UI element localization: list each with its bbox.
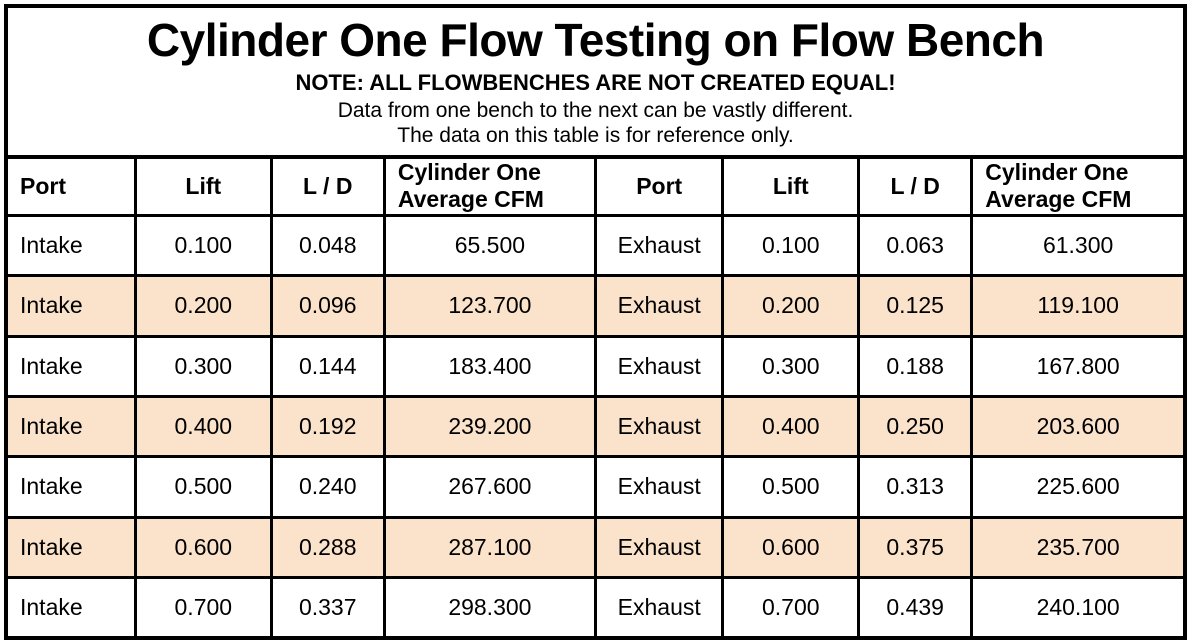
cell-intake-cfm: 183.400	[384, 336, 595, 396]
cell-exhaust-cfm: 235.700	[972, 517, 1183, 577]
column-header-exhaust-cfm	[972, 159, 1183, 216]
cell-exhaust-lift: 0.600	[723, 517, 859, 577]
cell-intake-lift: 0.400	[135, 396, 271, 456]
cell-intake-ld: 0.240	[271, 457, 384, 517]
cell-intake-lift: 0.700	[135, 577, 271, 636]
cell-intake-cfm: 239.200	[384, 396, 595, 456]
table-header-row	[8, 159, 1183, 216]
cell-intake-ld: 0.337	[271, 577, 384, 636]
cell-exhaust-cfm: 225.600	[972, 457, 1183, 517]
column-header-intake-cfm-line2: Average CFM	[397, 186, 544, 213]
cell-intake-port: Intake	[8, 276, 135, 336]
cell-exhaust-ld: 0.250	[859, 396, 972, 456]
cell-intake-port: Intake	[8, 396, 135, 456]
cell-intake-lift: 0.200	[135, 276, 271, 336]
cell-intake-cfm: 123.700	[384, 276, 595, 336]
cell-intake-lift: 0.500	[135, 457, 271, 517]
table-row	[8, 517, 1183, 577]
page-title: Cylinder One Flow Testing on Flow Bench	[146, 14, 1045, 66]
cell-exhaust-port: Exhaust	[595, 457, 722, 517]
cell-intake-cfm: 65.500	[384, 216, 595, 276]
cell-intake-port: Intake	[8, 457, 135, 517]
cell-exhaust-port: Exhaust	[595, 336, 722, 396]
column-header-exhaust-cfm-line1: Cylinder One	[985, 158, 1129, 185]
column-header-intake-port: Port	[8, 159, 135, 216]
cell-intake-cfm: 267.600	[384, 457, 595, 517]
table-header-block	[8, 8, 1183, 159]
cell-exhaust-lift: 0.500	[723, 457, 859, 517]
cell-exhaust-cfm: 240.100	[1036, 593, 1120, 620]
cell-exhaust-port: Exhaust	[595, 216, 722, 276]
cell-intake-ld: 0.096	[271, 276, 384, 336]
cell-exhaust-lift: 0.200	[723, 276, 859, 336]
column-header-exhaust-lift: Lift	[723, 159, 859, 216]
table-row	[8, 216, 1183, 276]
table-head	[8, 159, 1183, 216]
table-row	[8, 457, 1183, 517]
cell-exhaust-lift: 0.400	[723, 396, 859, 456]
cell-exhaust-port: Exhaust	[595, 396, 722, 456]
cell-exhaust-ld: 0.313	[859, 457, 972, 517]
cell-intake-ld: 0.048	[271, 216, 384, 276]
table-row	[8, 396, 1183, 456]
header-subnote-line1: Data from one bench to the next can be vastly different.	[337, 98, 854, 122]
cell-exhaust-port: Exhaust	[595, 577, 722, 636]
cell-exhaust-lift: 0.700	[723, 577, 859, 636]
cell-exhaust-ld: 0.125	[859, 276, 972, 336]
table-row	[8, 336, 1183, 396]
cell-intake-port: Intake	[8, 336, 135, 396]
table-row	[8, 577, 1183, 636]
column-header-intake-ld: L / D	[271, 159, 384, 216]
column-header-intake-cfm-line1: Cylinder One	[397, 158, 541, 185]
column-header-intake-lift: Lift	[135, 159, 271, 216]
cell-intake-ld: 0.144	[271, 336, 384, 396]
cell-exhaust-port: Exhaust	[595, 276, 722, 336]
column-header-intake-cfm	[384, 159, 595, 216]
cell-intake-ld: 0.192	[271, 396, 384, 456]
cell-intake-cfm: 298.300	[384, 577, 595, 636]
cell-intake-lift: 0.600	[135, 517, 271, 577]
cell-intake-cfm: 287.100	[384, 517, 595, 577]
cell-intake-lift: 0.100	[135, 216, 271, 276]
column-header-exhaust-port: Port	[595, 159, 722, 216]
cell-intake-port: Intake	[8, 517, 135, 577]
header-note: NOTE: ALL FLOWBENCHES ARE NOT CREATED EQUAL!	[295, 70, 896, 96]
table-frame	[4, 4, 1187, 640]
cell-exhaust-cfm: 61.300	[972, 216, 1183, 276]
header-subnote-line2: The data on this table is for reference only.	[397, 124, 794, 148]
cell-exhaust-ld: 0.375	[859, 517, 972, 577]
cell-intake-port: Intake	[8, 216, 135, 276]
cell-intake-ld: 0.288	[271, 517, 384, 577]
cell-exhaust-lift: 0.300	[723, 336, 859, 396]
cell-exhaust-port: Exhaust	[595, 517, 722, 577]
cell-exhaust-lift: 0.100	[723, 216, 859, 276]
cell-exhaust-ld: 0.439	[859, 577, 972, 636]
cell-exhaust-cfm: 119.100	[972, 276, 1183, 336]
cell-exhaust-cfm: 167.800	[972, 336, 1183, 396]
table-row	[8, 276, 1183, 336]
table-body	[8, 216, 1183, 637]
column-header-exhaust-cfm-line2: Average CFM	[985, 186, 1132, 213]
cell-intake-lift: 0.300	[135, 336, 271, 396]
column-header-exhaust-ld: L / D	[859, 159, 972, 216]
cell-exhaust-ld: 0.063	[859, 216, 972, 276]
cell-intake-port: Intake	[8, 577, 135, 636]
cell-exhaust-cfm: 203.600	[972, 396, 1183, 456]
flow-data-table	[8, 159, 1183, 636]
cell-exhaust-ld: 0.188	[859, 336, 972, 396]
